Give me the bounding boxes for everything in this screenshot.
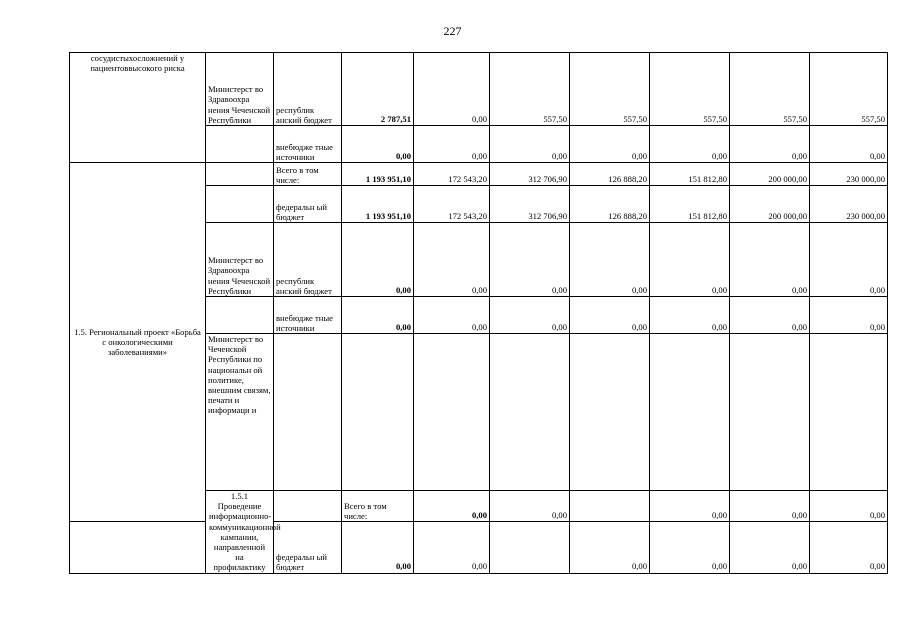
year-amount: 0,00 <box>414 126 490 163</box>
year-amount: 312 706,90 <box>490 163 570 186</box>
year-amount <box>490 334 570 491</box>
year-amount: 557,50 <box>650 53 730 126</box>
year-amount <box>730 334 810 491</box>
year-amount: 0,00 <box>810 297 888 334</box>
year-amount: 0,00 <box>414 223 490 297</box>
year-amount: 0,00 <box>414 297 490 334</box>
year-amount <box>650 334 730 491</box>
year-amount: 557,50 <box>570 53 650 126</box>
year-amount: 0,00 <box>730 522 810 573</box>
responsible-executor: Министерст во Здравоохра нения Чеченской Республики <box>206 223 274 297</box>
table-row <box>70 53 888 126</box>
responsible-executor <box>70 522 206 573</box>
total-amount <box>342 334 414 491</box>
year-amount: 0,00 <box>810 126 888 163</box>
year-amount: 0,00 <box>810 522 888 573</box>
year-amount <box>414 334 490 491</box>
year-amount: 557,50 <box>810 53 888 126</box>
year-amount: 0,00 <box>570 126 650 163</box>
budget-table <box>69 52 888 574</box>
year-amount <box>810 334 888 491</box>
year-amount: 126 888,20 <box>570 163 650 186</box>
year-amount: 126 888,20 <box>570 186 650 223</box>
year-amount: 230 000,00 <box>810 186 888 223</box>
total-amount: 1 193 951,10 <box>342 163 414 186</box>
table-row <box>70 163 888 186</box>
year-amount: 151 812,80 <box>650 186 730 223</box>
funding-source: Всего в том числе: <box>342 491 414 522</box>
year-amount: 0,00 <box>414 53 490 126</box>
year-amount: 0,00 <box>414 522 490 573</box>
funding-source: внебюдже тные источники <box>274 297 342 334</box>
responsible-executor <box>206 297 274 334</box>
year-amount: 0,00 <box>650 223 730 297</box>
year-amount: 0,00 <box>650 522 730 573</box>
total-amount: 1 193 951,10 <box>342 186 414 223</box>
year-amount: 200 000,00 <box>730 186 810 223</box>
year-amount: 557,50 <box>490 53 570 126</box>
year-amount: 312 706,90 <box>490 186 570 223</box>
total-amount: 0,00 <box>414 491 490 522</box>
year-amount: 0,00 <box>810 223 888 297</box>
year-amount: 557,50 <box>730 53 810 126</box>
row-description: 1.5. Региональный проект «Борьба с онкологическими заболеваниями» <box>70 163 206 522</box>
year-amount: 0,00 <box>570 297 650 334</box>
total-amount: 0,00 <box>342 223 414 297</box>
year-amount: 0,00 <box>810 491 888 522</box>
year-amount: 0,00 <box>730 297 810 334</box>
row-description: 1.5.1 Проведение информационно-коммуникационной кампании, направленной на профилактику <box>206 491 274 574</box>
year-amount <box>570 334 650 491</box>
responsible-executor: Министерст во Чеченской Республики по национальн ой политике, внешним связям, печати и информаци и <box>206 334 274 491</box>
year-amount: 200 000,00 <box>730 163 810 186</box>
responsible-executor <box>206 186 274 223</box>
year-amount: 172 543,20 <box>414 186 490 223</box>
table-row <box>70 522 888 573</box>
year-amount: 0,00 <box>570 522 650 573</box>
year-amount <box>490 522 570 573</box>
year-amount: 0,00 <box>650 297 730 334</box>
year-amount: 0,00 <box>650 126 730 163</box>
funding-source: федеральн ый бюджет <box>274 186 342 223</box>
year-amount: 172 543,20 <box>414 163 490 186</box>
funding-source: федеральн ый бюджет <box>274 522 342 573</box>
funding-source: республик анский бюджет <box>274 53 342 126</box>
total-amount: 0,00 <box>342 297 414 334</box>
year-amount: 0,00 <box>650 491 730 522</box>
funding-source: республик анский бюджет <box>274 223 342 297</box>
year-amount: 0,00 <box>730 126 810 163</box>
year-amount: 0,00 <box>490 491 570 522</box>
responsible-executor <box>274 491 342 522</box>
responsible-executor: Министерст во Здравоохра нения Чеченской Республики <box>206 53 274 126</box>
year-amount <box>570 491 650 522</box>
funding-source: внебюдже тные источники <box>274 126 342 163</box>
funding-source: Всего в том числе: <box>274 163 342 186</box>
year-amount: 230 000,00 <box>810 163 888 186</box>
total-amount: 2 787,51 <box>342 53 414 126</box>
total-amount: 0,00 <box>342 522 414 573</box>
year-amount: 151 812,80 <box>650 163 730 186</box>
year-amount: 0,00 <box>490 223 570 297</box>
responsible-executor <box>206 163 274 186</box>
year-amount: 0,00 <box>730 491 810 522</box>
page-number: 227 <box>443 24 462 38</box>
funding-source <box>274 334 342 491</box>
year-amount: 0,00 <box>490 297 570 334</box>
responsible-executor <box>206 126 274 163</box>
year-amount: 0,00 <box>570 223 650 297</box>
year-amount: 0,00 <box>730 223 810 297</box>
year-amount: 0,00 <box>490 126 570 163</box>
row-description: сосудистыхосложнений у пациентоввысокого риска <box>70 53 206 163</box>
total-amount: 0,00 <box>342 126 414 163</box>
